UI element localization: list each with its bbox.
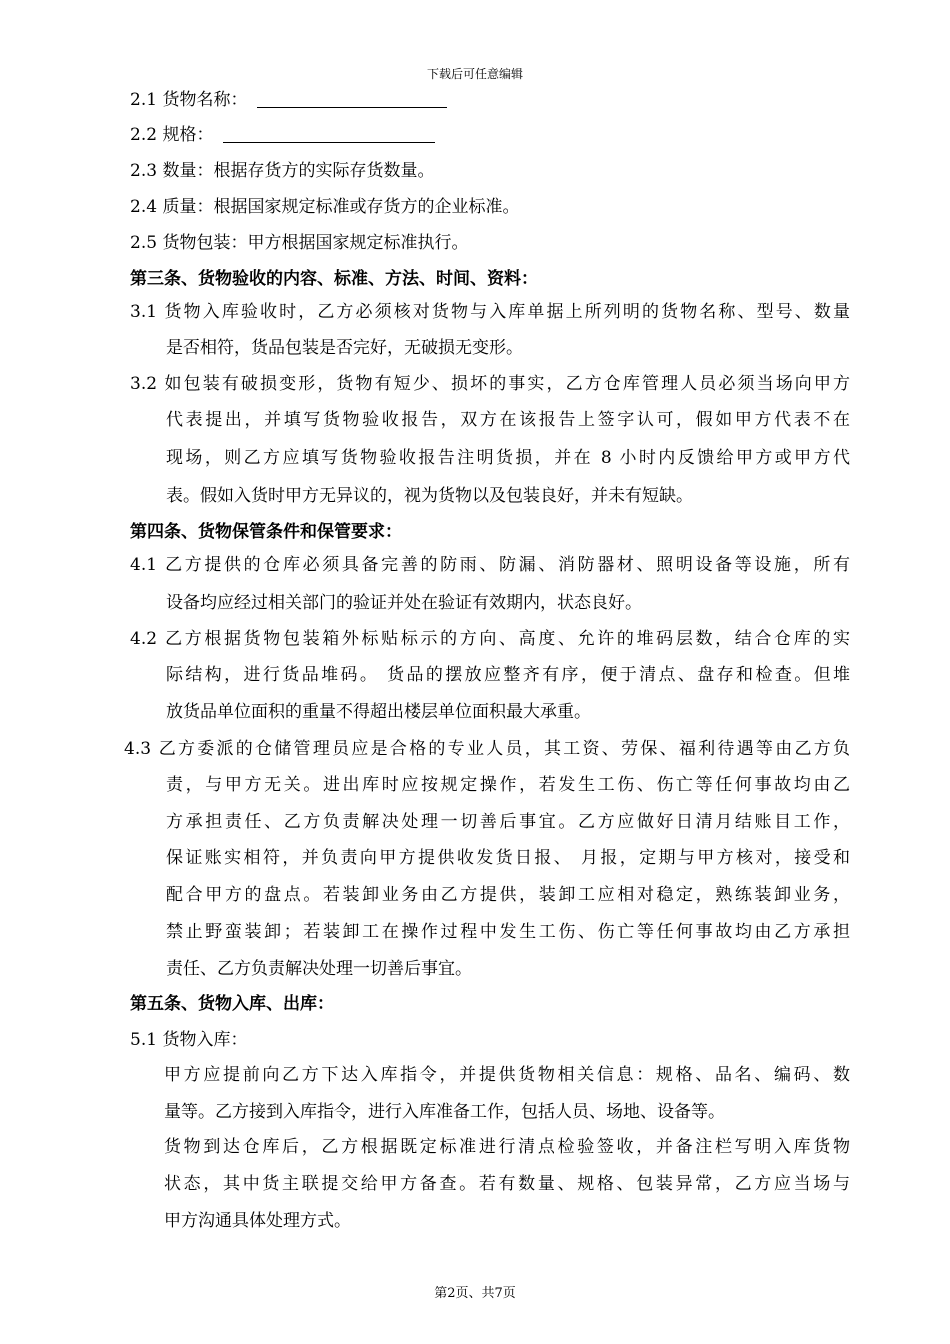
- item-4-3-line-1: 4.3 乙方委派的仓储管理员应是合格的专业人员，其工资、劳保、福利待遇等由乙方负: [124, 739, 850, 759]
- item-3-2-line-2: 代表提出，并填写货物验收报告，双方在该报告上签字认可，假如甲方代表不在: [166, 410, 850, 430]
- item-5-1-para-2-line-2: 状态，其中货主联提交给甲方备查。若有数量、规格、包装异常，乙方应当场与: [164, 1174, 850, 1194]
- item-5-1-para-2-line-3: 甲方沟通具体处理方式。: [164, 1211, 351, 1231]
- item-3-2-line-4: 表。假如入货时甲方无异议的，视为货物以及包装良好，并未有短缺。: [166, 486, 693, 506]
- page-header: 下载后可任意编辑: [426, 67, 523, 81]
- item-4-3-line-7: 责任、乙方负责解决处理一切善后事宜。: [166, 959, 472, 979]
- blank-specification: [223, 122, 435, 143]
- item-3-1-line-1: 3.1 货物入库验收时，乙方必须核对货物与入库单据上所列明的货物名称、型号、数量: [130, 302, 850, 322]
- item-5-1-para-2-line-1: 货物到达仓库后，乙方根据既定标准进行清点检验签收，并备注栏写明入库货物: [164, 1137, 850, 1157]
- item-2-3: 2.3 数量：根据存货方的实际存货数量。: [130, 161, 435, 181]
- item-5-1-heading: 5.1 货物入库：: [130, 1030, 248, 1050]
- page-footer: 第2页、共7页: [434, 1286, 516, 1301]
- item-2-5: 2.5 货物包装：甲方根据国家规定标准执行。: [130, 233, 469, 253]
- item-4-3-line-4: 保证账实相符，并负责向甲方提供收发货日报、 月报，定期与甲方核对，接受和: [166, 848, 850, 868]
- item-3-1-line-2: 是否相符，货品包装是否完好，无破损无变形。: [166, 338, 523, 358]
- article-3-heading: 第三条、货物验收的内容、标准、方法、时间、资料：: [130, 269, 538, 289]
- item-2-1: [130, 86, 850, 114]
- item-4-3-line-2: 责，与甲方无关。进出库时应按规定操作，若发生工伤、伤亡等任何事故均由乙: [166, 775, 850, 795]
- item-2-2: [130, 121, 850, 149]
- item-3-2-line-3: 现场，则乙方应填写货物验收报告注明货损，并在 8 小时内反馈给甲方或甲方代: [166, 448, 850, 468]
- item-2-1-text: 2.1 货物名称：: [130, 90, 248, 110]
- item-5-1-para-1-line-1: 甲方应提前向乙方下达入库指令，并提供货物相关信息：规格、品名、编码、数: [164, 1065, 850, 1085]
- item-4-3-line-3: 方承担责任、乙方负责解决处理一切善后事宜。乙方应做好日清月结账目工作，: [166, 812, 850, 832]
- item-4-3-line-6: 禁止野蛮装卸；若装卸工在操作过程中发生工伤、伤亡等任何事故均由乙方承担: [166, 922, 850, 942]
- item-2-4: 2.4 质量：根据国家规定标准或存货方的企业标准。: [130, 197, 520, 217]
- item-3-2-line-1: 3.2 如包装有破损变形，货物有短少、损坏的事实，乙方仓库管理人员必须当场向甲方: [130, 374, 850, 394]
- item-4-2-line-3: 放货品单位面积的重量不得超出楼层单位面积最大承重。: [166, 702, 591, 722]
- article-5-heading: 第五条、货物入库、出库：: [130, 994, 334, 1014]
- blank-goods-name: [257, 87, 447, 108]
- item-4-2-line-1: 4.2 乙方根据货物包装箱外标贴标示的方向、高度、允许的堆码层数，结合仓库的实: [130, 629, 850, 649]
- item-2-2-text: 2.2 规格：: [130, 125, 214, 145]
- item-4-1-line-2: 设备均应经过相关部门的验证并处在验证有效期内，状态良好。: [166, 593, 642, 613]
- item-5-1-para-1-line-2: 量等。乙方接到入库指令，进行入库准备工作，包括人员、场地、设备等。: [164, 1102, 725, 1122]
- item-4-3-line-5: 配合甲方的盘点。若装卸业务由乙方提供，装卸工应相对稳定，熟练装卸业务，: [166, 885, 850, 905]
- item-4-2-line-2: 际结构，进行货品堆码。 货品的摆放应整齐有序，便于清点、盘存和检查。但堆: [166, 665, 850, 685]
- item-4-1-line-1: 4.1 乙方提供的仓库必须具备完善的防雨、防漏、消防器材、照明设备等设施，所有: [130, 555, 850, 575]
- article-4-heading: 第四条、货物保管条件和保管要求：: [130, 522, 402, 542]
